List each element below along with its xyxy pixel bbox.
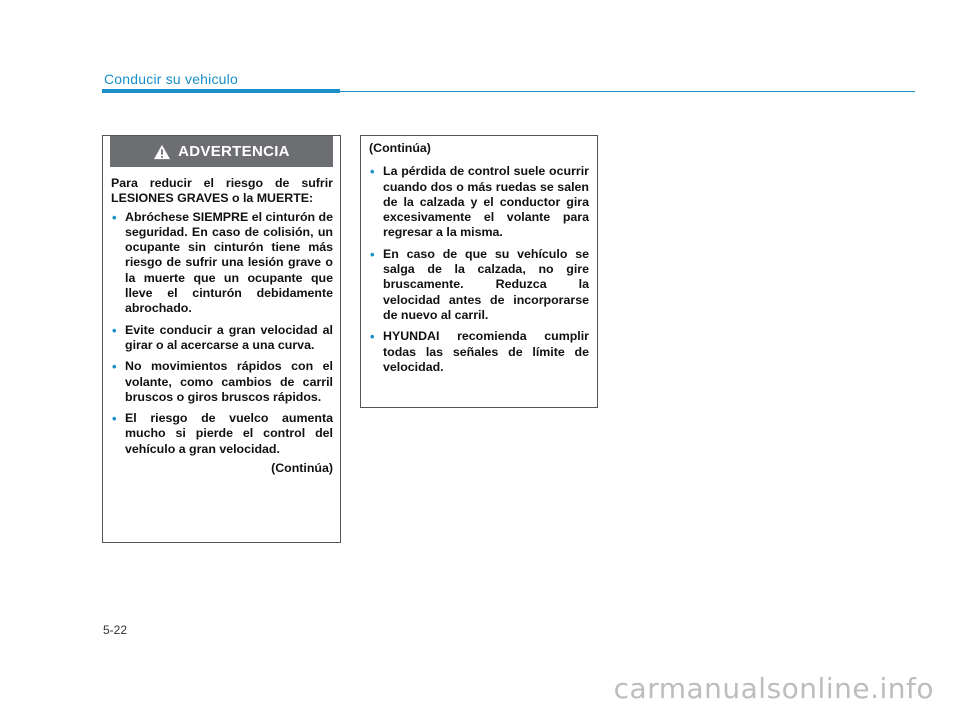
warning-list-left (111, 210, 333, 457)
list-item (369, 164, 589, 240)
page-number: 5-22 (103, 623, 128, 637)
list-item (111, 210, 333, 317)
bullet-dot-icon: • (112, 359, 117, 375)
list-item (111, 359, 333, 405)
list-item (111, 411, 333, 457)
section-title: Conducir su vehiculo (104, 71, 238, 87)
bullet-dot-icon: • (370, 246, 375, 262)
warning-box-left (102, 135, 341, 543)
header-rule-thick (102, 89, 340, 93)
list-item (369, 329, 589, 375)
warning-header (110, 136, 333, 167)
list-item-text: La pérdida de control suele ocurrir cuando dos o más ruedas se salen de la calzada y el conductor gira excesivamente el volante para regresar a la misma. (383, 164, 589, 240)
warning-triangle-icon (153, 144, 171, 160)
bullet-dot-icon: • (112, 411, 117, 427)
warning-content-right (361, 136, 597, 375)
warning-box-right (360, 135, 598, 408)
list-item-text: HYUNDAI recomienda cumplir todas las señales de límite de velocidad. (383, 329, 589, 374)
continued-header: (Continúa) (369, 141, 431, 155)
watermark: carmanualsonline.info (613, 672, 934, 705)
list-item-text: Evite conducir a gran velocidad al girar o al acercarse a una curva. (125, 322, 333, 352)
list-item-text: El riesgo de vuelco aumenta mucho si pierde el control del vehículo a gran velocidad. (125, 411, 333, 456)
bullet-dot-icon: • (370, 329, 375, 345)
bullet-dot-icon: • (370, 164, 375, 180)
list-item (369, 247, 589, 323)
warning-list-right (369, 164, 589, 375)
continued-label: (Continúa) (271, 461, 333, 476)
warning-intro: Para reducir el riesgo de sufrir LESIONES GRAVES o la MUERTE: (111, 176, 333, 206)
warning-heading: ADVERTENCIA (178, 143, 290, 160)
list-item (111, 323, 333, 354)
list-item-text: Abróchese SIEMPRE el cinturón de seguridad. En caso de colisión, un ocupante sin cinturón tiene más riesgo de sufrir una lesión grave o la muerte que un ocupante que lleve el cinturón debidamente abrochado. (125, 209, 333, 316)
list-item-text: No movimientos rápidos con el volante, como cambios de carril bruscos o giros bruscos rápidos. (125, 359, 333, 404)
warning-content-left (103, 167, 340, 476)
header-rule-thin (340, 91, 915, 92)
bullet-dot-icon: • (112, 322, 117, 338)
list-item-text: En caso de que su vehículo se salga de la calzada, no gire bruscamente. Reduzca la velocidad antes de incorporarse de nuevo al carril. (383, 246, 589, 322)
bullet-dot-icon: • (112, 209, 117, 225)
